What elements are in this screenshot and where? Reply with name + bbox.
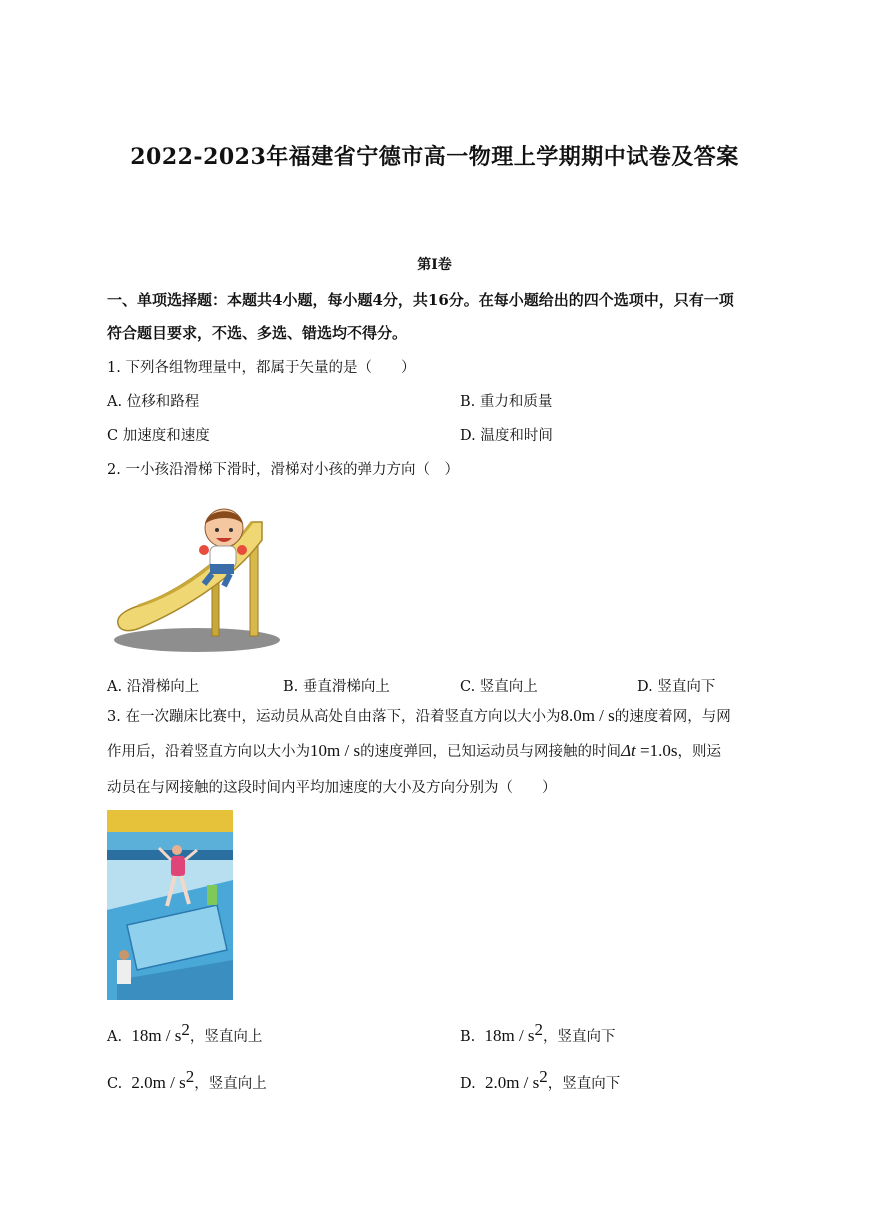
question-3-line1: 3. 在一次蹦床比赛中，运动员从高处自由落下，沿着竖直方向以大小为8.0m / s的速度着网，与网 <box>107 706 731 725</box>
q2-option-b: B. 垂直滑梯向上 <box>283 679 390 695</box>
question-3-line3: 动员在与网接触的这段时间内平均加速度的大小及方向分别为（ ） <box>107 780 557 796</box>
volume-heading: 第Ⅰ卷 <box>417 257 452 273</box>
question-2-stem: 2. 一小孩沿滑梯下滑时，滑梯对小孩的弹力方向（ ） <box>107 462 459 478</box>
q1-option-b: B. 重力和质量 <box>460 394 553 410</box>
question-1-stem: 1. 下列各组物理量中，都属于矢量的是（ ） <box>107 360 416 376</box>
q3-option-a: A. $18m / s^2$，竖直向上 <box>107 1020 263 1045</box>
q1-option-d: D. 温度和时间 <box>460 428 553 444</box>
q3-option-c: C. $2.0m / s^2$，竖直向上 <box>107 1067 267 1092</box>
q1-option-c: C 加速度和速度 <box>107 428 210 444</box>
q2-option-c: C. 竖直向上 <box>460 679 538 695</box>
question-3-line2: 作用后，沿着竖直方向以大小为10m / s的速度弹回，已知运动员与网接触的时间Δt =1.0s，则运 <box>107 741 721 760</box>
q2-option-a: A. 沿滑梯向上 <box>107 679 200 695</box>
slide-illustration <box>112 500 287 658</box>
q3-option-b: B. $18m / s^2$，竖直向下 <box>460 1020 616 1045</box>
q2-option-d: D. 竖直向下 <box>637 679 716 695</box>
q1-option-a: A. 位移和路程 <box>107 394 200 410</box>
page-title: 2022-2023年福建省宁德市高一物理上学期期中试卷及答案 <box>130 144 739 170</box>
section-instructions-line1: 一、单项选择题：本题共4小题，每小题4分，共16分。在每小题给出的四个选项中，只有一项 <box>107 291 734 309</box>
section-instructions-line2: 符合题目要求，不选、多选、错选均不得分。 <box>107 324 408 342</box>
q3-option-d: D. $2.0m / s^2$，竖直向下 <box>460 1067 621 1092</box>
trampoline-photo <box>107 810 233 1000</box>
